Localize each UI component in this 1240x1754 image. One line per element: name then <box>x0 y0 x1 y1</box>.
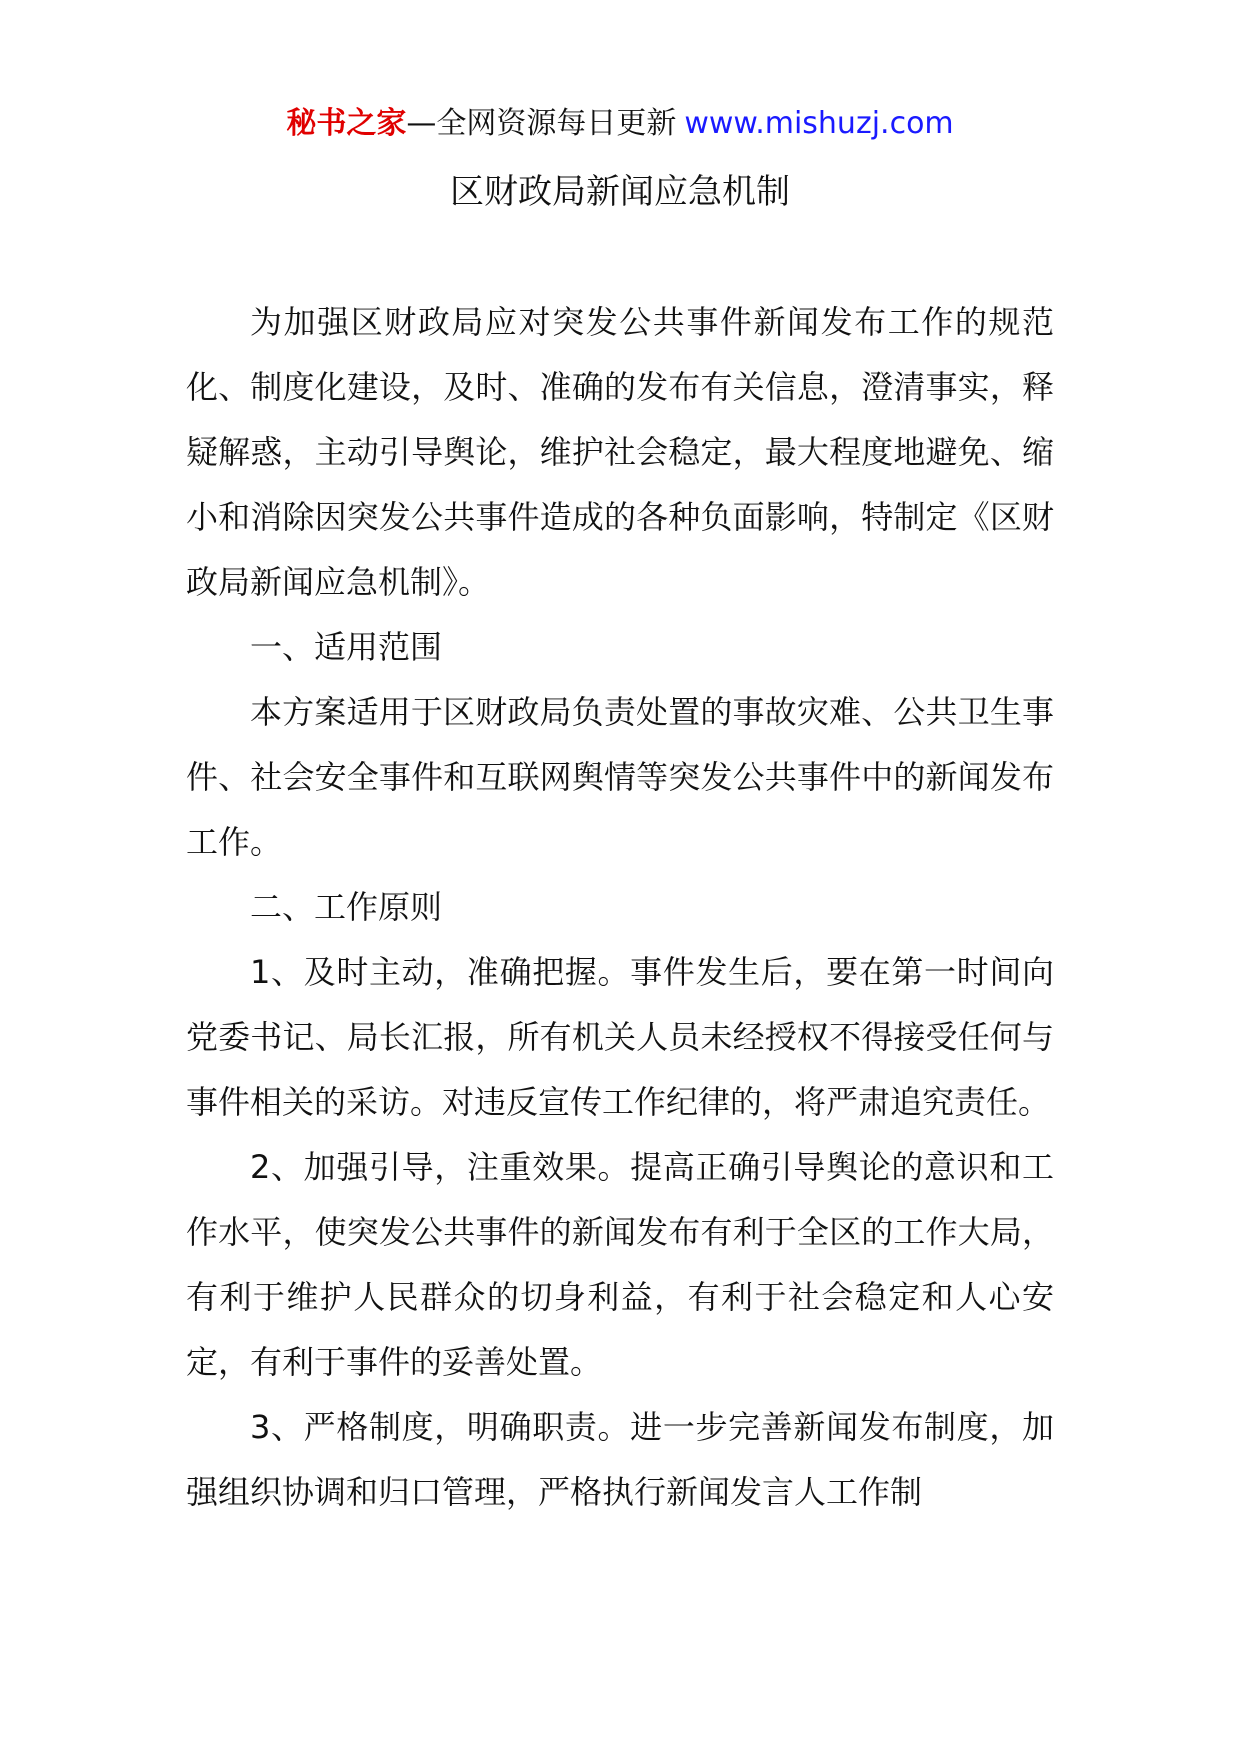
principle-3-paragraph: 3、严格制度，明确职责。进一步完善新闻发布制度，加强组织协调和归口管理，严格执行新闻发言人工作制 <box>186 1408 1054 1511</box>
section-heading-scope: 一、适用范围 <box>250 628 443 666</box>
scope-paragraph: 本方案适用于区财政局负责处置的事故灾难、公共卫生事件、社会安全事件和互联网舆情等突发公共事件中的新闻发布工作。 <box>186 693 1054 861</box>
document-body <box>186 290 1054 1525</box>
section-heading-principles: 二、工作原则 <box>250 888 443 926</box>
site-header <box>0 100 1240 148</box>
brand-name: 秘书之家 <box>286 106 407 141</box>
document-title: 区财政局新闻应急机制 <box>450 172 790 212</box>
intro-paragraph: 为加强区财政局应对突发公共事件新闻发布工作的规范化、制度化建设，及时、准确的发布有关信息，澄清事实，释疑解惑，主动引导舆论，维护社会稳定，最大程度地避免、缩小和消除因突发公共事件造成的各种负面影响，特制定《区财政局新闻应急机制》。 <box>186 303 1054 601</box>
principle-2-paragraph: 2、加强引导，注重效果。提高正确引导舆论的意识和工作水平，使突发公共事件的新闻发布有利于全区的工作大局，有利于维护人民群众的切身利益，有利于社会稳定和人心安定，有利于事件的妥善处置。 <box>186 1148 1054 1381</box>
site-url: www.mishuzj.com <box>684 106 954 141</box>
header-tagline: —全网资源每日更新 <box>406 106 677 141</box>
principle-1-paragraph: 1、及时主动，准确把握。事件发生后，要在第一时间向党委书记、局长汇报，所有机关人员未经授权不得接受任何与事件相关的采访。对违反宣传工作纪律的，将严肃追究责任。 <box>186 953 1054 1121</box>
